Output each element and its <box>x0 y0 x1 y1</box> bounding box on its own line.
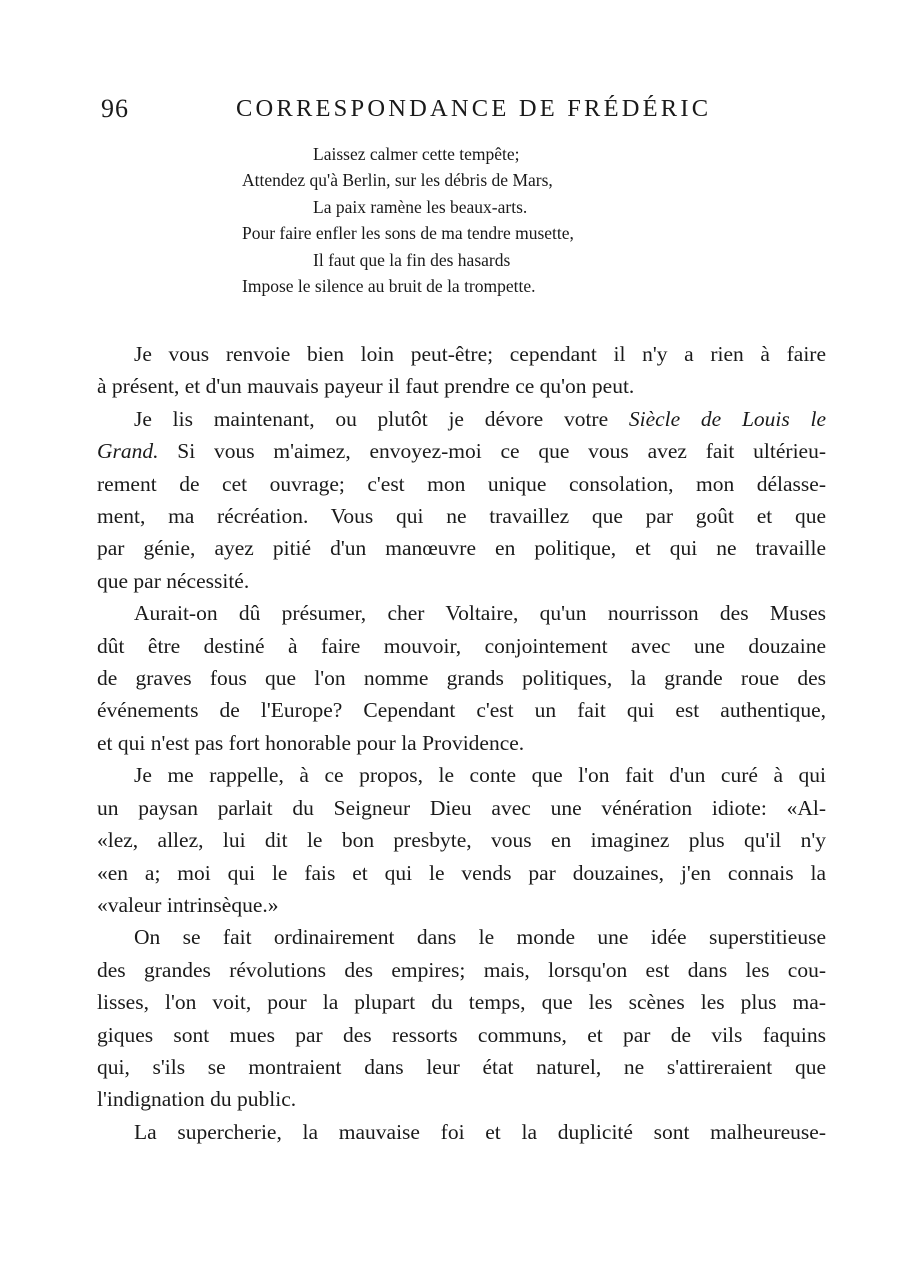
paragraph-2 <box>97 403 826 597</box>
text-line: lisses, l'on voit, pour la plupart du temps, que les scènes les plus ma- <box>97 990 826 1015</box>
text-line: et qui n'est pas fort honorable pour la Providence. <box>97 730 525 755</box>
text-line: La supercherie, la mauvaise foi et la duplicité sont malheureuse- <box>134 1119 826 1144</box>
text-line: à présent, et d'un mauvais payeur il faut prendre ce qu'on peut. <box>97 374 635 399</box>
text-line: «lez, allez, lui dit le bon presbyte, vous en imaginez plus qu'il n'y <box>97 828 826 853</box>
paragraph-5 <box>97 921 826 1115</box>
text-line <box>97 435 826 467</box>
text-line: rement de cet ouvrage; c'est mon unique consolation, mon délasse- <box>97 471 826 496</box>
poem-line: Il faut que la fin des hasards <box>313 249 511 270</box>
book-title: Siècle de Louis le <box>628 406 826 431</box>
text-line: dût être destiné à faire mouvoir, conjointement avec une douzaine <box>97 633 826 658</box>
text-line: un paysan parlait du Seigneur Dieu avec une vénération idiote: «Al- <box>97 795 826 820</box>
text-line: «en a; moi qui le fais et qui le vends par douzaines, j'en connais la <box>97 860 826 885</box>
text-line: par génie, ayez pitié d'un manœuvre en politique, et qui ne travaille <box>97 536 826 561</box>
paragraph-1 <box>97 338 826 403</box>
text-line: giques sont mues par des ressorts communs, et par de vils faquins <box>97 1022 826 1047</box>
text-line: Je me rappelle, à ce propos, le conte que l'on fait d'un curé à qui <box>134 763 826 788</box>
text-run: Je lis maintenant, ou plutôt je dévore votre <box>134 406 629 431</box>
text-line: Aurait-on dû présumer, cher Voltaire, qu'un nourrisson des Muses <box>134 601 826 626</box>
poem-line: Laissez calmer cette tempête; <box>313 144 520 164</box>
text-line: ment, ma récréation. Vous qui ne travaillez que par goût et que <box>97 504 826 529</box>
text-line: que par nécessité. <box>97 568 250 593</box>
paragraph-6 <box>97 1116 826 1148</box>
running-head: CORRESPONDANCE DE FRÉDÉRIC <box>236 95 712 122</box>
text-line: l'indignation du public. <box>97 1087 297 1112</box>
paragraph-3 <box>97 597 826 759</box>
text-line: événements de l'Europe? Cependant c'est un fait qui est authentique, <box>97 698 826 723</box>
page-number: 96 <box>101 94 129 123</box>
poem-line: Pour faire enfler les sons de ma tendre musette, <box>242 223 574 244</box>
poem-stanza <box>242 141 574 299</box>
text-line: des grandes révolutions des empires; mais, lorsqu'on est dans les cou- <box>97 957 826 982</box>
poem-line: Attendez qu'à Berlin, sur les débris de Mars, <box>242 170 553 191</box>
poem-line: La paix ramène les beaux-arts. <box>313 196 528 217</box>
paragraph-4 <box>97 759 826 921</box>
poem-line: Impose le silence au bruit de la trompette. <box>242 276 536 297</box>
body-text <box>97 338 826 1148</box>
text-line: qui, s'ils se montraient dans leur état naturel, ne s'attireraient que <box>97 1054 826 1079</box>
text-line <box>97 403 826 435</box>
text-line: On se fait ordinairement dans le monde une idée superstitieuse <box>134 925 826 950</box>
text-line: de graves fous que l'on nomme grands politiques, la grande roue des <box>97 666 826 691</box>
text-line: «valeur intrinsèque.» <box>97 892 279 917</box>
text-run: Si vous m'aimez, envoyez-moi ce que vous avez fait ultérieu- <box>158 439 826 464</box>
book-title: Grand. <box>97 439 159 464</box>
text-line: Je vous renvoie bien loin peut-être; cependant il n'y a rien à faire <box>134 342 826 366</box>
